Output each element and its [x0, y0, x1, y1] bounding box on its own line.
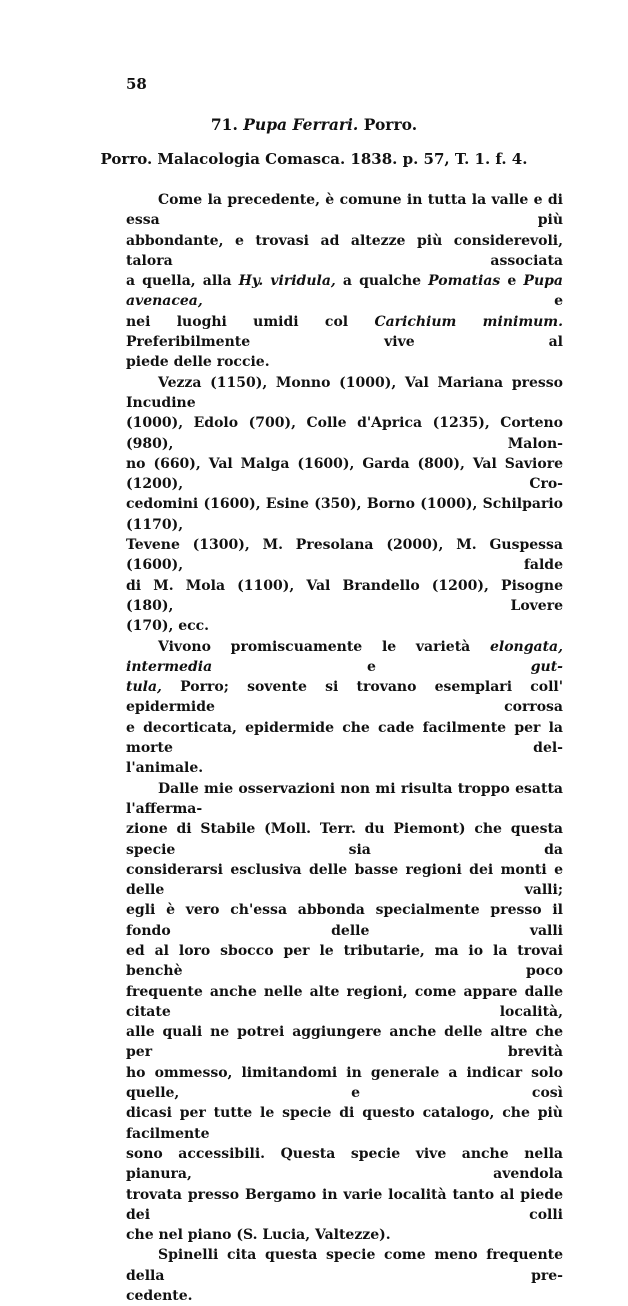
- italic-taxon: Hy. viridula,: [238, 273, 336, 290]
- text-line: [126, 413, 563, 454]
- italic-taxon: Carichium minimum.: [374, 313, 563, 330]
- text-run: nei luoghi umidi col: [126, 313, 375, 330]
- text-run: e: [500, 273, 524, 290]
- italic-taxon: Pomatias: [428, 273, 501, 290]
- italic-taxon: gut-: [530, 658, 563, 675]
- text-run: no (660), Val Malga (1600), Garda (800), Val Saviore (1200), Cro-: [126, 455, 563, 493]
- text-line: [126, 231, 563, 272]
- text-run: zione di Stabile (Moll. Terr. du Piemont) che questa specie sia da: [126, 821, 563, 858]
- text-line: [126, 616, 563, 636]
- text-line: [126, 494, 563, 535]
- text-line: [126, 941, 563, 982]
- text-run: ho ommesso, limitandomi in generale a indicar solo quelle, e così: [126, 1064, 563, 1102]
- text-run: e decorticata, epidermide che cade facilmente per la morte del-: [126, 719, 563, 757]
- text-line: [126, 1022, 563, 1063]
- species-heading: [0, 115, 628, 134]
- bibliographic-reference: Porro. Malacologia Comasca. 1838. p. 57, T. 1. f. 4.: [100, 150, 528, 168]
- text-run: alle quali ne potrei aggiungere anche delle altre che per brevità: [126, 1024, 563, 1061]
- text-run: Porro; sovente si trovano esemplari coll' epidermide corrosa: [126, 679, 563, 716]
- body-text: [126, 190, 563, 1306]
- text-run: trovata presso Bergamo in varie località tanto al piede dei colli: [126, 1186, 563, 1223]
- text-line: [126, 1286, 563, 1306]
- text-line: [126, 271, 563, 312]
- text-run: a quella, alla: [126, 273, 239, 290]
- text-run: l'animale.: [126, 760, 204, 777]
- text-line: [126, 1144, 563, 1185]
- text-line: [126, 779, 563, 820]
- species-author: Porro.: [363, 115, 418, 134]
- text-run: di M. Mola (1100), Val Brandello (1200), Pisogne (180), Lovere: [126, 577, 563, 614]
- text-line: [126, 1103, 563, 1144]
- text-line: [126, 1185, 563, 1226]
- text-run: a qualche: [335, 273, 429, 290]
- species-name: Pupa Ferrari.: [243, 115, 359, 134]
- text-run: Come la precedente, è comune in tutta la valle e di essa più: [126, 192, 563, 229]
- text-line: [126, 637, 563, 678]
- italic-taxon: tula,: [126, 679, 162, 696]
- text-run: Dalle mie osservazioni non mi risulta troppo esatta l'afferma-: [126, 780, 563, 817]
- text-line: [126, 860, 563, 901]
- text-run: Vezza (1150), Monno (1000), Val Mariana presso Incudine: [126, 374, 563, 411]
- text-run: egli è vero ch'essa abbonda specialmente presso il fondo delle valli: [126, 902, 563, 939]
- species-number: 71.: [210, 115, 238, 134]
- text-line: [126, 819, 563, 860]
- text-line: [126, 1245, 563, 1286]
- text-line: [126, 454, 563, 495]
- text-run: Preferibilmente vive al: [126, 334, 563, 351]
- text-line: [126, 535, 563, 576]
- text-run: cedomini (1600), Esine (350), Borno (1000), Schilpario (1170),: [126, 496, 563, 533]
- text-line: [126, 312, 563, 353]
- text-run: sono accessibili. Questa specie vive anche nella pianura, avendola: [126, 1145, 563, 1183]
- italic-taxon: elongata, intermedia: [126, 638, 563, 675]
- text-line: [126, 1225, 563, 1245]
- text-line: [126, 576, 563, 617]
- text-run: che nel piano (S. Lucia, Valtezze).: [126, 1227, 391, 1244]
- text-run: frequente anche nelle alte regioni, come appare dalle citate località,: [126, 983, 563, 1020]
- text-line: [126, 190, 563, 231]
- text-run: e: [212, 658, 531, 675]
- text-run: abbondante, e trovasi ad altezze più considerevoli, talora associata: [126, 232, 563, 269]
- text-line: [126, 758, 563, 778]
- text-run: e: [202, 293, 563, 310]
- text-line: [126, 373, 563, 414]
- text-run: Tevene (1300), M. Presolana (2000), M. Guspessa (1600), falde: [126, 537, 563, 574]
- text-run: cedente.: [126, 1288, 193, 1305]
- text-run: dicasi per tutte le specie di questo catalogo, che più facilmente: [126, 1105, 563, 1142]
- text-run: Vivono promiscuamente le varietà: [158, 638, 490, 655]
- text-line: [126, 1063, 563, 1104]
- text-run: (1000), Edolo (700), Colle d'Aprica (1235), Corteno (980), Malon-: [126, 415, 563, 452]
- text-run: piede delle roccie.: [126, 354, 270, 371]
- text-line: [126, 677, 563, 718]
- text-line: [126, 900, 563, 941]
- text-line: [126, 718, 563, 759]
- italic-taxon: Pupa avenacea,: [126, 273, 563, 310]
- text-run: (170), ecc.: [126, 618, 210, 635]
- text-run: Spinelli cita questa specie come meno frequente della pre-: [126, 1247, 563, 1284]
- text-line: [126, 982, 563, 1023]
- text-run: ed al loro sbocco per le tributarie, ma io la trovai benchè poco: [126, 942, 563, 980]
- text-line: [126, 352, 563, 372]
- text-run: considerarsi esclusiva delle basse regioni dei monti e delle valli;: [126, 861, 563, 899]
- page-number: 58: [126, 75, 147, 93]
